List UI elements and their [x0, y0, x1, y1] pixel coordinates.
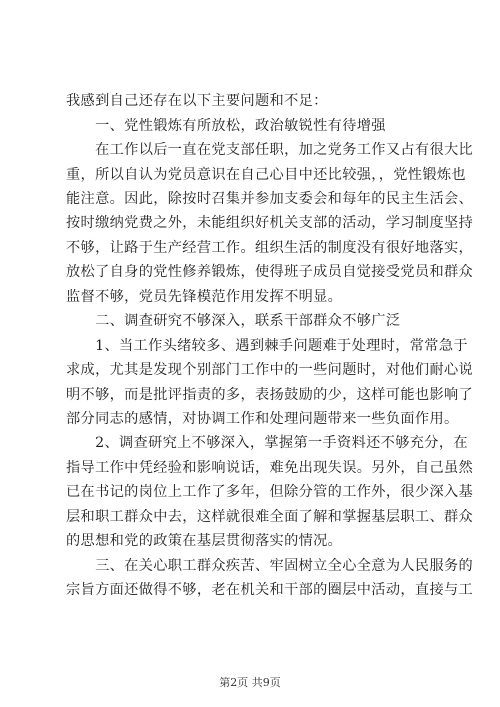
text-line: 2、调查研究上不够深入，掌握第一手资料还不够充分，在: [66, 435, 468, 451]
text-line: 按时缴纳党费之外，未能组织好机关支部的活动，学习制度坚持: [66, 215, 474, 231]
text-line: 在工作以后一直在党支部任职，加之党务工作又占有很大比: [66, 142, 474, 158]
text-line: 我感到自己还存在以下主要问题和不足：: [66, 93, 328, 109]
text-line: 不够，让路于生产经营工作。组织生活的制度没有很好地落实，: [66, 240, 474, 256]
text-line: 的思想和党的政策在基层贯彻落实的情况。: [66, 533, 343, 549]
section-heading: 二、调查研究不够深入，联系干部群众不够广泛: [66, 313, 401, 329]
text-line: 监督不够，党员先锋模范作用发挥不明显。: [66, 289, 343, 305]
section-heading: 三、在关心职工群众疾苦、牢固树立全心全意为人民服务的: [66, 558, 474, 574]
section-heading: 一、党性锻炼有所放松，政治敏锐性有待增强: [66, 117, 386, 134]
page-number: 第2页 共9页: [219, 676, 281, 689]
text-line: 1、当工作头绪较多、遇到棘手问题难于处理时，常常急于: [66, 338, 468, 354]
text-line: 宗旨方面还做得不够，老在机关和干部的圈层中活动，直接与工: [66, 582, 474, 598]
text-line: 部分同志的感情，对协调工作和处理问题带来一些负面作用。: [66, 411, 459, 427]
text-line: 放松了自身的党性修养锻炼，使得班子成员自觉接受党员和群众: [66, 264, 474, 280]
text-line: 已在书记的岗位上工作了多年，但除分管的工作外，很少深入基: [66, 484, 474, 500]
text-line: 重，所以自认为党员意识在自己心目中还比较强，，党性锻炼也: [66, 167, 466, 183]
text-line: 层和职工群众中去，这样就很难全面了解和掌握基层职工、群众: [66, 509, 474, 525]
text-line: 明不够，而是批评指责的多，表扬鼓励的少，这样可能也影响了: [66, 387, 474, 403]
text-line: 指导工作中凭经验和影响说话，难免出现失误。另外，自己虽然: [66, 460, 474, 476]
text-line: 求成，尤其是发现个别部门工作中的一些问题时，对他们耐心说: [66, 362, 474, 378]
text-line: 能注意。因此，除按时召集并参加支委会和每年的民主生活会、: [66, 191, 474, 207]
